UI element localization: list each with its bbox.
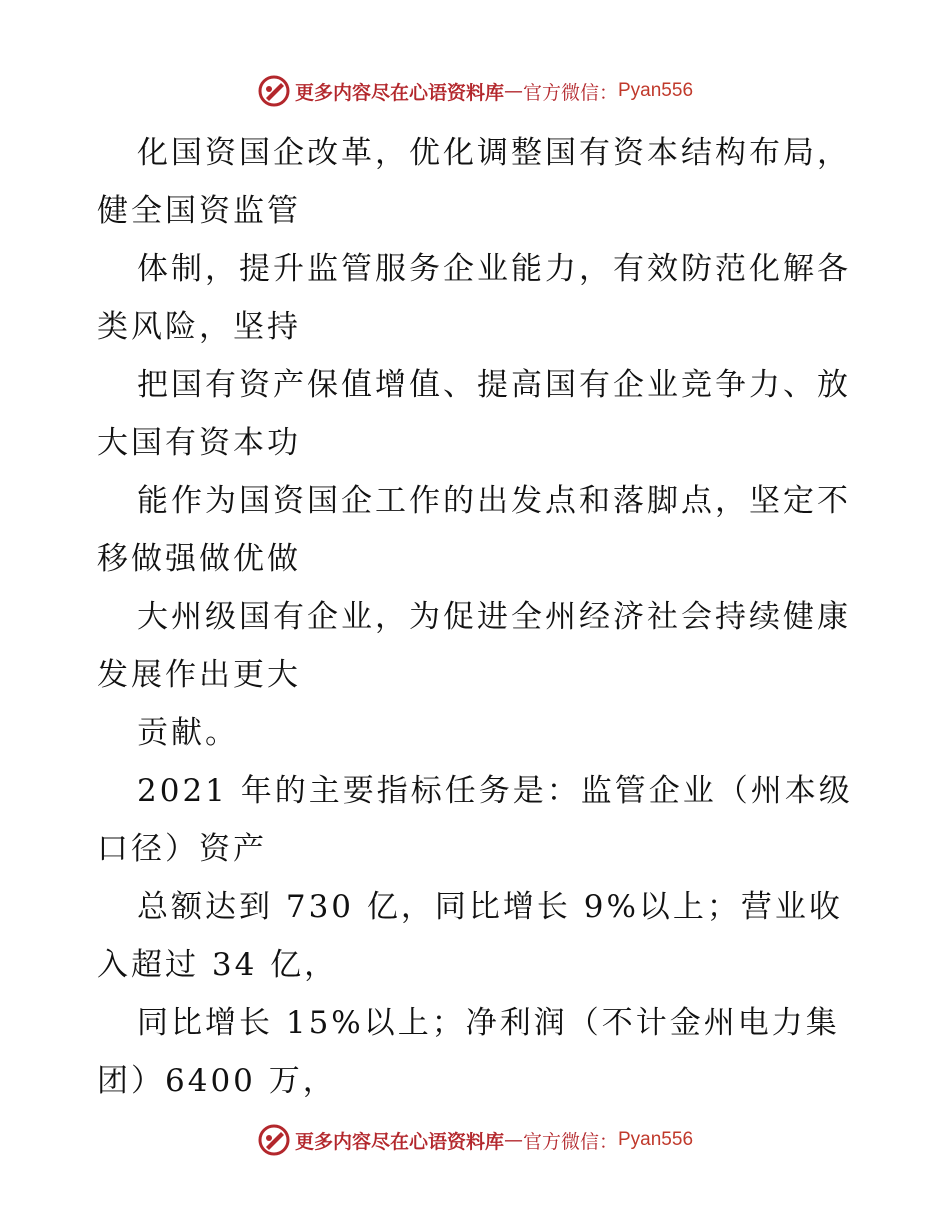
banner-main-text: 更多内容尽在心语资料库 (294, 1130, 504, 1153)
paragraph-line: 贡献。 (137, 715, 239, 751)
paragraph (97, 994, 857, 1110)
paragraph-line-continued: 大国有资本功 (97, 425, 301, 461)
paragraph (97, 240, 857, 356)
paragraph (97, 762, 857, 878)
paragraph (97, 124, 857, 240)
paragraph-line: 同比增长 15%以上；净利润（不计金州电力集 (137, 1005, 840, 1041)
paragraph-line-continued: 移做强做优做 (97, 541, 301, 577)
banner-wechat-id: Pyan556 (618, 80, 694, 101)
document-body (97, 124, 857, 1110)
paragraph-line-continued: 发展作出更大 (97, 657, 301, 693)
paragraph (97, 704, 857, 762)
banner-dash: — (503, 80, 523, 102)
paragraph-line-continued: 团）6400 万， (97, 1063, 337, 1099)
header-watermark-banner (0, 71, 950, 111)
paragraph-line: 化国资国企改革，优化调整国有资本结构布局， (137, 135, 851, 171)
paragraph-line: 把国有资产保值增值、提高国有企业竞争力、放 (137, 367, 851, 403)
paragraph (97, 472, 857, 588)
paragraph-line: 能作为国资国企工作的出发点和落脚点，坚定不 (137, 483, 851, 519)
paragraph-line: 大州级国有企业，为促进全州经济社会持续健康 (137, 599, 851, 635)
paragraph (97, 878, 857, 994)
banner-wechat-label: 官方微信： (522, 1130, 618, 1153)
paragraph-line: 总额达到 730 亿，同比增长 9%以上；营业收 (137, 889, 843, 925)
banner-wechat-label: 官方微信： (522, 81, 618, 104)
paragraph-line-continued: 入超过 34 亿， (97, 947, 339, 983)
paragraph-line-continued: 类风险，坚持 (97, 309, 301, 345)
red-brush-logo-icon (257, 74, 291, 108)
paragraph-line: 体制，提升监管服务企业能力，有效防范化解各 (137, 251, 851, 287)
paragraph-line-continued: 口径）资产 (97, 831, 267, 867)
paragraph-line: 2021 年的主要指标任务是：监管企业（州本级 (137, 773, 853, 809)
banner-main-text: 更多内容尽在心语资料库 (294, 81, 504, 104)
paragraph (97, 588, 857, 704)
red-brush-logo-icon (257, 1123, 291, 1157)
paragraph-line-continued: 健全国资监管 (97, 193, 301, 229)
banner-dash: — (503, 1129, 523, 1151)
footer-watermark-banner (0, 1120, 950, 1160)
banner-wechat-id: Pyan556 (618, 1129, 694, 1150)
paragraph (97, 356, 857, 472)
